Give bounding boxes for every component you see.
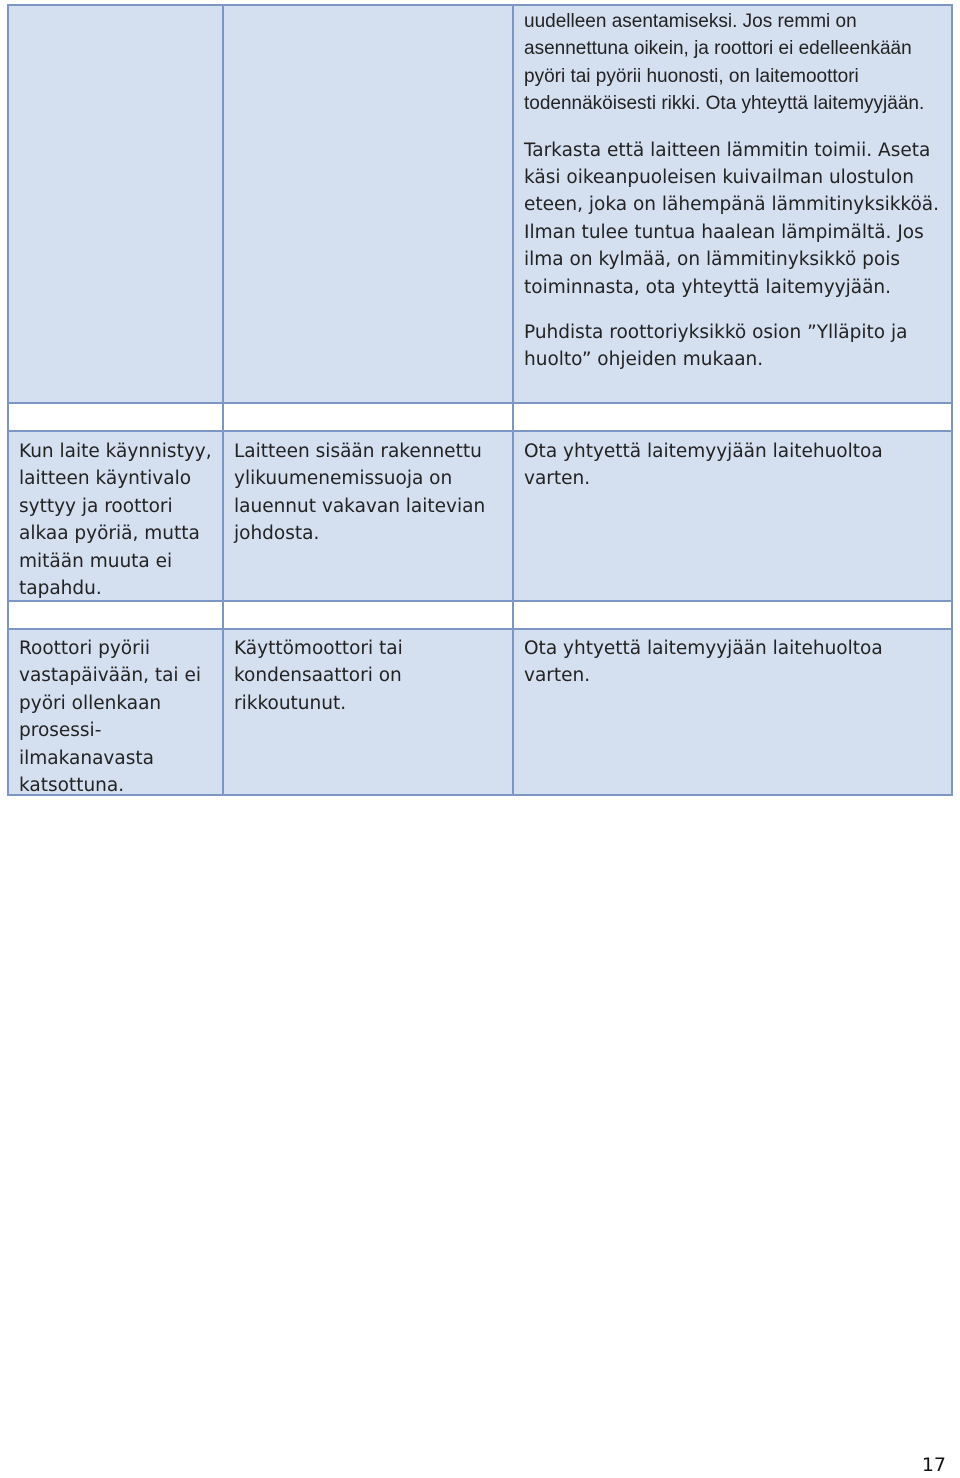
action-paragraph: uudelleen asentamiseksi. Jos remmi on asennettuna oikein, ja roottori ei edelleenkään pyöri tai pyörii huonosti, on laitemoottori todennäköisesti rikki. Ota yhteyttä laitemyyjään. — [524, 11, 925, 115]
spacer-cell — [514, 602, 951, 628]
action-cell: Ota yhtyettä laitemyyjään laitehuoltoa varten. — [514, 432, 951, 600]
cause-cell: Laitteen sisään rakennettu ylikuumenemissuoja on lauennut vakavan laitevian johdosta. — [224, 432, 514, 600]
action-paragraph: Puhdista roottoriyksikkö osion ”Ylläpito ja huolto” ohjeiden mukaan. — [524, 322, 908, 371]
problem-cell — [9, 6, 224, 402]
table-row — [9, 630, 951, 797]
action-cell: Ota yhtyettä laitemyyjään laitehuoltoa varten. — [514, 630, 951, 794]
troubleshooting-table — [7, 4, 953, 796]
cause-cell: Käyttömoottori tai kondensaattori on rikkoutunut. — [224, 630, 514, 794]
spacer-cell — [9, 602, 224, 628]
cause-cell — [224, 6, 514, 402]
problem-cell: Kun laite käynnistyy, laitteen käyntivalo syttyy ja roottori alkaa pyöriä, mutta mitään muuta ei tapahdu. — [9, 432, 224, 600]
action-cell — [514, 6, 951, 402]
spacer-cell — [224, 404, 514, 430]
action-paragraph: Tarkasta että laitteen lämmitin toimii. Aseta käsi oikeanpuoleisen kuivailman ulostulon eteen, joka on lähempänä lämmitinyksikköä. Ilman tulee tuntua haalean lämpimältä. Jos ilma on kylmää, on lämmitinyksikkö pois toiminnasta, ota yhteyttä laitemyyjään. — [524, 139, 940, 298]
table-row — [9, 6, 951, 402]
spacer-cell — [224, 602, 514, 628]
row-separator — [9, 600, 951, 630]
spacer-cell — [514, 404, 951, 430]
row-separator — [9, 402, 951, 432]
table-row — [9, 432, 951, 600]
page-number: 17 — [921, 1454, 946, 1476]
problem-cell: Roottori pyörii vastapäivään, tai ei pyöri ollenkaan prosessi-ilmakanavasta katsottuna. — [9, 630, 224, 794]
spacer-cell — [9, 404, 224, 430]
